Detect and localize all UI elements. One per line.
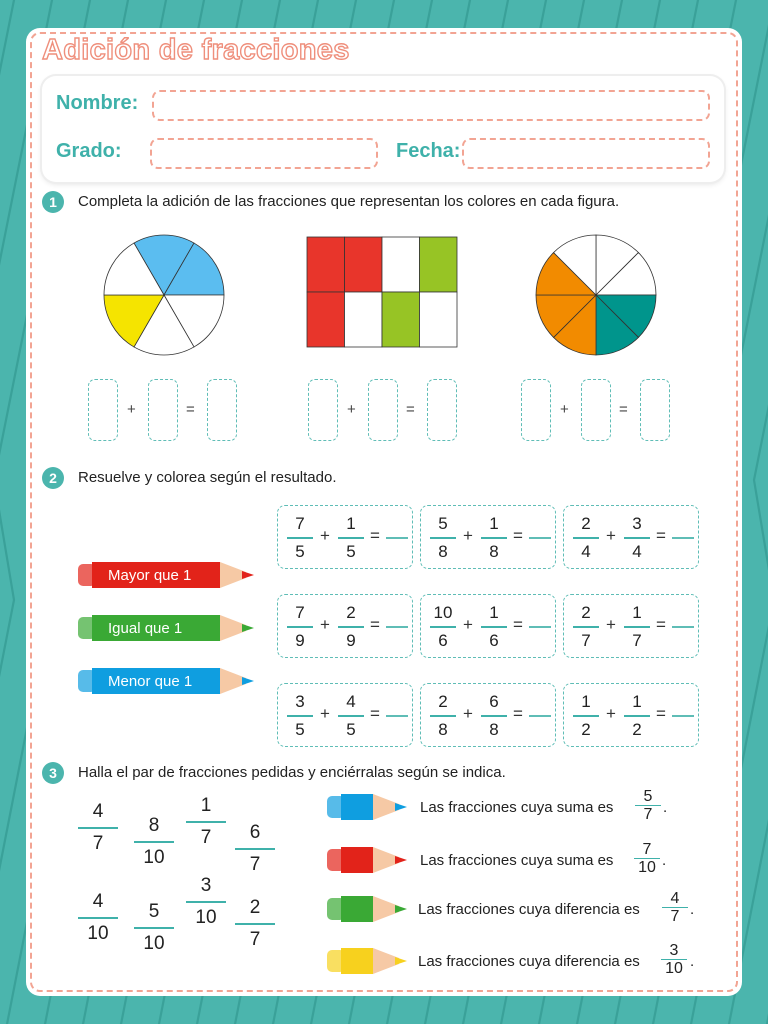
denominator: 6 — [438, 630, 448, 650]
numerator: 2 — [438, 692, 448, 711]
fraction — [573, 512, 599, 564]
denominator: 8 — [489, 719, 499, 739]
denominator: 7 — [200, 826, 212, 848]
addition-exercise[interactable] — [277, 505, 413, 569]
fraction — [573, 601, 599, 653]
plus-sign: + — [347, 401, 356, 418]
numerator: 2 — [346, 603, 356, 622]
addition-exercise[interactable] — [563, 505, 699, 569]
numerator: 4 — [346, 692, 356, 711]
section-number-2: 2 — [42, 467, 64, 489]
denominator: 7 — [249, 853, 261, 875]
fraction — [338, 512, 364, 564]
denominator: 5 — [346, 719, 356, 739]
fraction-bar — [430, 715, 456, 717]
date-label: Fecha: — [396, 140, 461, 162]
denominator: 10 — [665, 960, 683, 978]
plus-sign: + — [606, 704, 616, 723]
numerator: 3 — [632, 514, 642, 533]
fraction-bar — [186, 901, 226, 903]
equals-sign: = — [513, 526, 523, 545]
answer-box[interactable] — [427, 379, 457, 441]
numerator: 1 — [581, 692, 591, 711]
addition-exercise[interactable] — [420, 594, 556, 658]
equals-sign: = — [656, 704, 666, 723]
fraction-bar — [573, 626, 599, 628]
pool-fraction — [134, 900, 174, 956]
answer-blank[interactable] — [529, 626, 551, 628]
denominator: 7 — [249, 928, 261, 950]
denominator: 4 — [632, 541, 642, 561]
equals-sign: = — [513, 615, 523, 634]
numerator: 4 — [670, 890, 680, 907]
background-line — [0, 0, 18, 1024]
equals-sign: = — [370, 615, 380, 634]
fraction — [481, 601, 507, 653]
answer-box[interactable] — [88, 379, 118, 441]
clue-pencil-4 — [327, 948, 407, 974]
plus-sign: + — [320, 526, 330, 545]
denominator: 9 — [295, 630, 305, 650]
denominator: 7 — [632, 630, 642, 650]
addition-exercise[interactable] — [420, 505, 556, 569]
denominator: 4 — [581, 541, 591, 561]
student-info-box — [42, 76, 724, 182]
plus-sign: + — [606, 615, 616, 634]
legend-pencil-1 — [78, 562, 254, 588]
answer-box[interactable] — [207, 379, 237, 441]
fraction — [481, 690, 507, 742]
denominator: 5 — [346, 541, 356, 561]
grade-label: Grado: — [56, 140, 122, 162]
fraction-bar — [338, 715, 364, 717]
numerator: 1 — [632, 603, 642, 622]
denominator: 7 — [92, 832, 104, 854]
denominator: 7 — [670, 908, 680, 926]
fraction — [287, 512, 313, 564]
pencil-icon — [327, 896, 407, 922]
equals-sign: = — [186, 401, 195, 418]
figure-cell — [345, 237, 383, 292]
name-field[interactable] — [152, 90, 710, 121]
answer-blank[interactable] — [386, 715, 408, 717]
fraction — [287, 601, 313, 653]
figure-cell — [345, 292, 383, 347]
fraction-bar — [624, 626, 650, 628]
denominator: 7 — [643, 806, 653, 824]
fraction-bar — [430, 537, 456, 539]
fraction-bar — [624, 715, 650, 717]
background-line — [760, 0, 768, 1024]
answer-box[interactable] — [640, 379, 670, 441]
answer-blank[interactable] — [386, 537, 408, 539]
numerator: 2 — [581, 514, 591, 533]
figure-1-circle — [102, 233, 226, 357]
numerator: 6 — [249, 822, 261, 843]
answer-blank[interactable] — [529, 715, 551, 717]
figure-cell — [307, 237, 345, 292]
clue-period: . — [690, 953, 695, 970]
answer-blank[interactable] — [672, 715, 694, 717]
fraction — [573, 690, 599, 742]
numerator: 2 — [581, 603, 591, 622]
equals-sign: = — [656, 615, 666, 634]
numerator: 5 — [148, 901, 160, 922]
denominator: 8 — [489, 541, 499, 561]
clue-pencil-3 — [327, 896, 407, 922]
addition-exercise[interactable] — [563, 594, 699, 658]
numerator: 10 — [433, 603, 453, 622]
page-title: Adición de fracciones — [42, 34, 350, 66]
denominator: 8 — [438, 541, 448, 561]
numerator: 4 — [92, 891, 104, 912]
clue-text: Las fracciones cuya suma es — [420, 852, 614, 869]
denominator: 7 — [581, 630, 591, 650]
answer-box[interactable] — [148, 379, 178, 441]
section-2-instruction: Resuelve y colorea según el resultado. — [78, 469, 337, 486]
addition-exercise[interactable] — [563, 683, 699, 747]
fraction-bar — [186, 821, 226, 823]
grade-field[interactable] — [150, 138, 378, 169]
numerator: 8 — [148, 815, 160, 836]
addition-exercise[interactable] — [420, 683, 556, 747]
pencil-icon — [327, 948, 407, 974]
figure-cell — [420, 237, 458, 292]
denominator: 2 — [632, 719, 642, 739]
fraction-bar — [430, 626, 456, 628]
fraction — [624, 601, 650, 653]
denominator: 10 — [87, 922, 109, 944]
fraction-bar — [134, 927, 174, 929]
section-number-3: 3 — [42, 762, 64, 784]
clue-text: Las fracciones cuya diferencia es — [418, 901, 640, 918]
pool-fraction — [186, 874, 226, 930]
clue-pencil-1 — [327, 794, 407, 820]
fraction-bar — [78, 917, 118, 919]
section-1-instruction: Completa la adición de las fracciones que representan los colores en cada figura. — [78, 193, 620, 210]
numerator: 1 — [489, 603, 499, 622]
fraction — [430, 690, 456, 742]
denominator: 5 — [295, 541, 305, 561]
legend-pencil-3 — [78, 668, 254, 694]
answer-blank[interactable] — [529, 537, 551, 539]
clue-period: . — [690, 901, 695, 918]
numerator: 1 — [489, 514, 499, 533]
date-field[interactable] — [462, 138, 710, 169]
section-number-1: 1 — [42, 191, 64, 213]
numerator: 1 — [346, 514, 356, 533]
plus-sign: + — [320, 704, 330, 723]
pool-fraction — [78, 890, 118, 946]
fraction-bar — [287, 715, 313, 717]
clue-fraction — [662, 890, 688, 925]
denominator: 10 — [143, 846, 165, 868]
fraction-bar — [481, 715, 507, 717]
numerator: 3 — [295, 692, 305, 711]
clue-text: Las fracciones cuya suma es — [420, 799, 614, 816]
figure-cell — [307, 292, 345, 347]
fraction — [338, 601, 364, 653]
section-3-instruction: Halla el par de fracciones pedidas y enciérralas según se indica. — [78, 764, 506, 781]
figure-cell — [420, 292, 458, 347]
plus-sign: + — [320, 615, 330, 634]
equals-sign: = — [619, 401, 628, 418]
numerator: 1 — [200, 795, 212, 816]
fraction-bar — [338, 537, 364, 539]
plus-sign: + — [606, 526, 616, 545]
fraction-bar — [235, 923, 275, 925]
numerator: 5 — [438, 514, 448, 533]
denominator: 10 — [638, 859, 656, 877]
denominator: 2 — [581, 719, 591, 739]
fraction-bar — [481, 626, 507, 628]
equals-sign: = — [656, 526, 666, 545]
fraction — [624, 690, 650, 742]
fraction-bar — [78, 827, 118, 829]
fraction-bar — [134, 841, 174, 843]
denominator: 10 — [195, 906, 217, 928]
addition-exercise[interactable] — [277, 683, 413, 747]
equals-sign: = — [370, 704, 380, 723]
answer-box[interactable] — [581, 379, 611, 441]
pool-fraction — [186, 794, 226, 850]
numerator: 7 — [295, 514, 305, 533]
clue-fraction — [634, 841, 660, 876]
addition-exercise[interactable] — [277, 594, 413, 658]
numerator: 5 — [643, 788, 653, 805]
legend-pencil-2 — [78, 615, 254, 641]
figure-3-circle — [534, 233, 658, 357]
fraction-bar — [235, 848, 275, 850]
fraction — [481, 512, 507, 564]
numerator: 7 — [642, 841, 652, 858]
answer-box[interactable] — [521, 379, 551, 441]
plus-sign: + — [127, 401, 136, 418]
fraction — [338, 690, 364, 742]
fraction-bar — [573, 715, 599, 717]
pool-fraction — [235, 821, 275, 877]
pool-fraction — [235, 896, 275, 952]
clue-fraction — [661, 942, 687, 977]
numerator: 6 — [489, 692, 499, 711]
numerator: 3 — [669, 942, 679, 959]
denominator: 9 — [346, 630, 356, 650]
fraction-bar — [624, 537, 650, 539]
answer-box[interactable] — [368, 379, 398, 441]
fraction-bar — [573, 537, 599, 539]
answer-blank[interactable] — [672, 626, 694, 628]
equals-sign: = — [513, 704, 523, 723]
pencil-icon — [327, 847, 407, 873]
pencil-label: Menor que 1 — [108, 672, 193, 690]
fraction — [624, 512, 650, 564]
answer-box[interactable] — [308, 379, 338, 441]
answer-blank[interactable] — [386, 626, 408, 628]
clue-period: . — [662, 852, 667, 869]
numerator: 3 — [200, 875, 212, 896]
numerator: 7 — [295, 603, 305, 622]
fraction-bar — [287, 626, 313, 628]
equals-sign: = — [406, 401, 415, 418]
fraction — [430, 512, 456, 564]
fraction-bar — [481, 537, 507, 539]
clue-pencil-2 — [327, 847, 407, 873]
denominator: 8 — [438, 719, 448, 739]
plus-sign: + — [560, 401, 569, 418]
plus-sign: + — [463, 526, 473, 545]
denominator: 5 — [295, 719, 305, 739]
clue-period: . — [663, 799, 668, 816]
pencil-label: Mayor que 1 — [108, 566, 192, 584]
equals-sign: = — [370, 526, 380, 545]
answer-blank[interactable] — [672, 537, 694, 539]
fraction — [430, 601, 456, 653]
clue-text: Las fracciones cuya diferencia es — [418, 953, 640, 970]
fraction-bar — [287, 537, 313, 539]
fraction-bar — [338, 626, 364, 628]
numerator: 2 — [249, 897, 261, 918]
figure-cell — [382, 237, 420, 292]
name-label: Nombre: — [56, 92, 139, 114]
pencil-label: Igual que 1 — [108, 619, 183, 637]
figure-2-rectangle — [306, 236, 461, 348]
pool-fraction — [78, 800, 118, 856]
pencil-icon — [327, 794, 407, 820]
plus-sign: + — [463, 615, 473, 634]
clue-fraction — [635, 788, 661, 823]
plus-sign: + — [463, 704, 473, 723]
denominator: 6 — [489, 630, 499, 650]
numerator: 1 — [632, 692, 642, 711]
pool-fraction — [134, 814, 174, 870]
numerator: 4 — [92, 801, 104, 822]
denominator: 10 — [143, 932, 165, 954]
figure-cell — [382, 292, 420, 347]
fraction — [287, 690, 313, 742]
